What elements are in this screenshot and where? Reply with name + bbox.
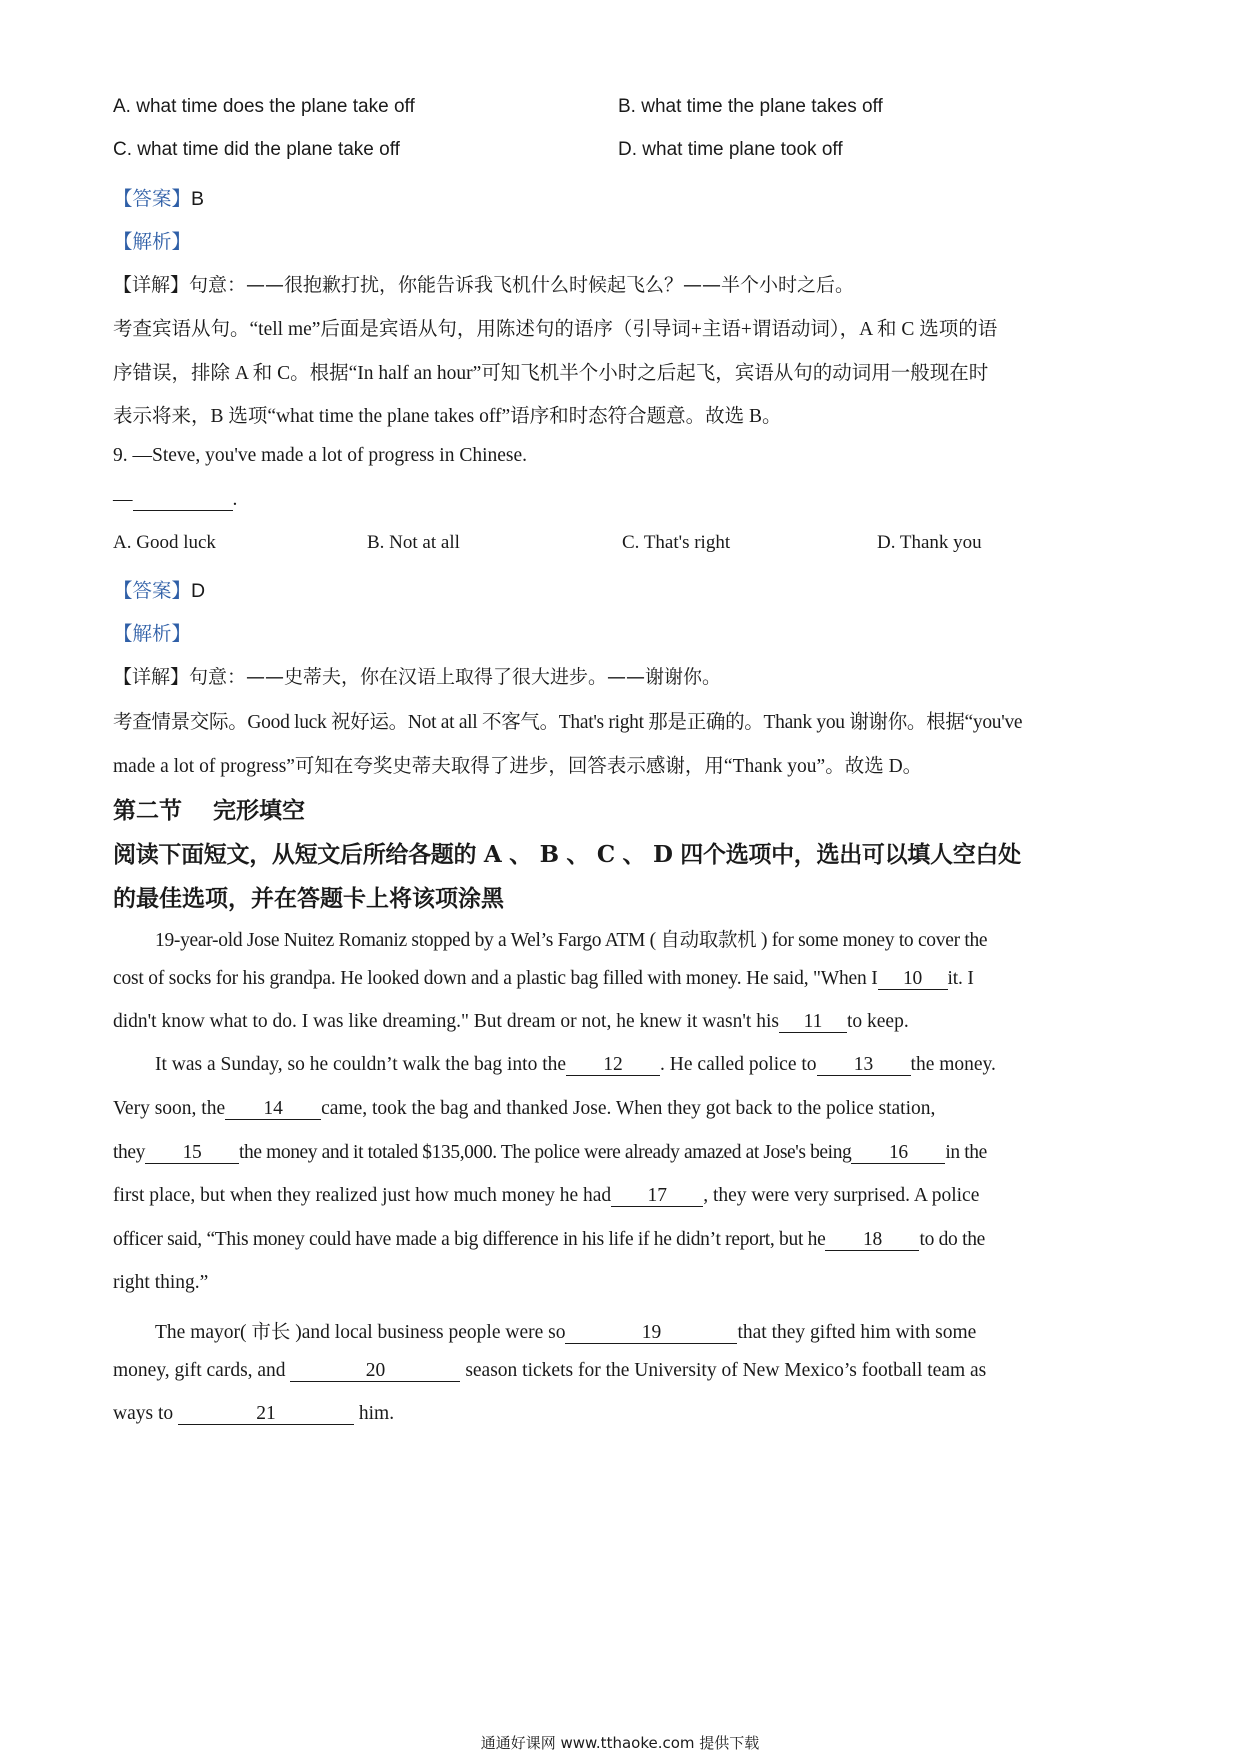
blank-18: 18 xyxy=(825,1230,919,1251)
text-segment: it. I xyxy=(947,968,974,989)
text-segment: The mayor( 市长 )and local business people were so xyxy=(155,1322,566,1343)
answer-value: B xyxy=(191,188,205,210)
passage-p2-line-2 xyxy=(113,1098,935,1120)
answer-tag: 【答案】 xyxy=(113,579,192,602)
q9-reply xyxy=(113,489,237,511)
passage-p2-line-4 xyxy=(113,1185,979,1207)
text-segment: It was a Sunday, so he couldn’t walk the bag into the xyxy=(155,1054,567,1075)
blank-15: 15 xyxy=(145,1143,239,1164)
blank-16: 16 xyxy=(851,1143,945,1164)
passage-p1-line-2 xyxy=(113,968,974,990)
section-instruction-line-1: 阅读下面短文，从短文后所给各题的 A 、 B 、 C 、 D 四个选项中，选出可以填人空白处 xyxy=(113,841,1021,868)
reply-end: . xyxy=(232,489,238,510)
q8-explanation-line-2: 序错误，排除 A 和 C。根据“In half an hour”可知飞机半个小时之后起飞，宾语从句的动词用一般现在时 xyxy=(113,363,989,384)
q9-option-c: C. That's right xyxy=(622,532,731,553)
text-segment: to keep. xyxy=(846,1011,909,1032)
answer-tag: 【答案】 xyxy=(113,187,192,210)
passage-p3-line-1 xyxy=(155,1316,976,1344)
blank-10: 10 xyxy=(878,969,948,990)
text-segment: came, took the bag and thanked Jose. When they got back to the police station, xyxy=(321,1098,936,1119)
blank-21: 21 xyxy=(178,1404,354,1425)
blank-13: 13 xyxy=(817,1055,911,1076)
q8-option-d: D. what time plane took off xyxy=(618,139,843,160)
footer-watermark: 通通好课网 www.tthaoke.com 提供下载 xyxy=(480,1734,760,1752)
text-segment: cost of socks for his grandpa. He looked down and a plastic bag filled with money. He said, "When I xyxy=(113,968,878,989)
q8-explanation-line-1: 考查宾语从句。“tell me”后面是宾语从句，用陈述句的语序（引导词+主语+谓语动词），A 和 C 选项的语 xyxy=(113,319,998,340)
q9-explanation-line-1: 考查情景交际。Good luck 祝好运。Not at all 不客气。That's right 那是正确的。Thank you 谢谢你。根据“you've xyxy=(113,712,1023,733)
blank-17: 17 xyxy=(611,1186,703,1207)
q8-option-c: C. what time did the plane take off xyxy=(113,139,400,160)
q8-answer xyxy=(113,183,204,211)
passage-p1-line-3 xyxy=(113,1011,909,1033)
passage-p3-line-3 xyxy=(113,1403,394,1425)
q8-explanation-line-3: 表示将来，B 选项“what time the plane takes off”语序和时态符合题意。故选 B。 xyxy=(113,406,782,427)
blank-19: 19 xyxy=(565,1323,737,1344)
passage-p3-line-2 xyxy=(113,1360,986,1382)
text-segment: season tickets for the University of New Mexico’s football team as xyxy=(465,1360,987,1381)
text-segment: the money. xyxy=(910,1054,996,1075)
q8-option-b: B. what time the plane takes off xyxy=(618,96,883,117)
q9-option-b: B. Not at all xyxy=(367,532,460,553)
q8-analysis-tag: 【解析】 xyxy=(113,230,192,253)
q9-stem: 9. —Steve, you've made a lot of progress in Chinese. xyxy=(113,445,528,466)
text-segment: . He called police to xyxy=(660,1054,817,1075)
q9-option-a: A. Good luck xyxy=(113,532,216,553)
passage-p1-line-1: 19-year-old Jose Nuitez Romaniz stopped by a Wel’s Fargo ATM ( 自动取款机 ) for some money to cover the xyxy=(155,930,988,951)
answer-value: D xyxy=(191,580,206,602)
blank-12: 12 xyxy=(566,1055,660,1076)
section-instruction-line-2: 的最佳选项，并在答题卡上将该项涂黑 xyxy=(113,885,504,912)
q9-option-d: D. Thank you xyxy=(877,532,982,553)
text-segment: , they were very surprised. A police xyxy=(703,1185,980,1206)
blank-11: 11 xyxy=(779,1012,847,1033)
q9-detail: 【详解】句意：——史蒂夫，你在汉语上取得了很大进步。——谢谢你。 xyxy=(113,666,722,688)
text-segment: ways to xyxy=(113,1403,174,1424)
q8-option-a: A. what time does the plane take off xyxy=(113,96,415,117)
reply-dash: — xyxy=(113,489,133,510)
section-title: 第二节 完形填空 xyxy=(113,797,306,824)
passage-p2-line-5 xyxy=(113,1229,985,1251)
text-segment: they xyxy=(113,1142,145,1163)
text-segment: him. xyxy=(358,1403,395,1424)
q9-blank xyxy=(133,490,233,511)
text-segment: money, gift cards, and xyxy=(113,1360,286,1381)
q8-detail: 【详解】句意：——很抱歉打扰，你能告诉我飞机什么时候起飞么？——半个小时之后。 xyxy=(113,274,855,296)
q9-analysis-tag: 【解析】 xyxy=(113,622,192,645)
text-segment: the money and it totaled $135,000. The police were already amazed at Jose's being xyxy=(238,1142,852,1163)
passage-p2-line-6: right thing.” xyxy=(113,1272,209,1293)
passage-p2-line-3 xyxy=(113,1142,987,1164)
text-segment: first place, but when they realized just how much money he had xyxy=(113,1185,612,1206)
text-segment: officer said, “This money could have made a big difference in his life if he didn’t report, but he xyxy=(113,1229,826,1250)
q9-answer xyxy=(113,575,205,603)
q9-explanation-line-2: made a lot of progress”可知在夸奖史蒂夫取得了进步，回答表示感谢，用“Thank you”。故选 D。 xyxy=(113,756,923,777)
blank-20: 20 xyxy=(290,1361,460,1382)
blank-14: 14 xyxy=(225,1099,321,1120)
text-segment: didn't know what to do. I was like dreaming." But dream or not, he knew it wasn't his xyxy=(113,1011,779,1032)
text-segment: in the xyxy=(945,1142,987,1163)
passage-p2-line-1 xyxy=(155,1054,996,1076)
text-segment: that they gifted him with some xyxy=(737,1322,977,1343)
text-segment: Very soon, the xyxy=(113,1098,226,1119)
text-segment: to do the xyxy=(919,1229,985,1250)
